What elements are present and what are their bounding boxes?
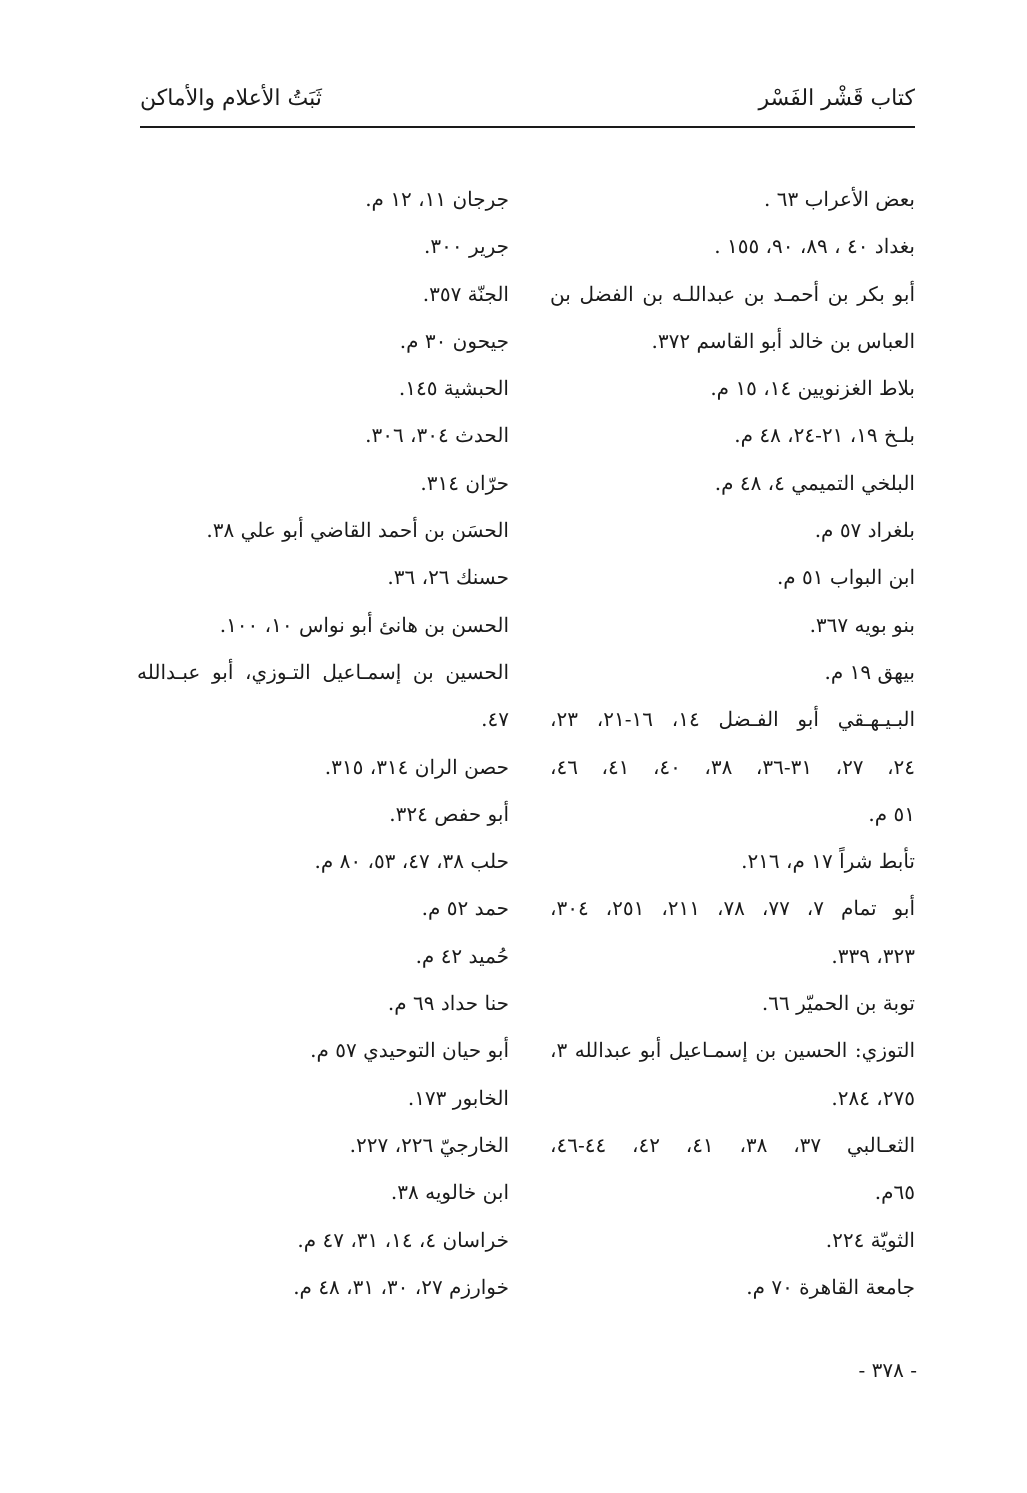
index-entry-continuation: ٣٢٣، ٣٣٩. <box>831 943 915 968</box>
index-entry: حُميد ٤٢ م. <box>415 943 509 968</box>
index-column-right <box>550 180 915 1315</box>
index-entry: جيحون ٣٠ م. <box>399 328 509 353</box>
index-entry: الحبشية ١٤٥. <box>398 376 509 401</box>
index-entry: أبو تمام ٧، ٧٧، ٧٨، ٢١١، ٢٥١، ٣٠٤، <box>550 896 915 921</box>
index-entry: توبة بن الحميّر ٦٦. <box>761 991 915 1016</box>
index-entry: بغداد ٤٠ ، ٨٩، ٩٠، ١٥٥ . <box>714 234 915 259</box>
index-entry-continuation: ٢٤، ٢٧، ٣١-٣٦، ٣٨، ٤٠، ٤١، ٤٦، <box>550 754 916 779</box>
index-entry: خوارزم ٢٧، ٣٠، ٣١، ٤٨ م. <box>293 1274 509 1299</box>
index-entry: الحسَن بن أحمد القاضي أبو علي ٣٨. <box>206 518 509 543</box>
index-entry: الحسن بن هانئ أبو نواس ١٠، ١٠٠. <box>219 612 509 637</box>
index-entry: الخابور ١٧٣. <box>407 1085 509 1110</box>
book-title: كتاب قَشْر الفَسْر <box>758 86 915 111</box>
index-entry: ابن خالويه ٣٨. <box>390 1180 509 1205</box>
running-header <box>140 80 915 128</box>
index-entry: حصن الران ٣١٤، ٣١٥. <box>324 754 509 779</box>
index-entry-continuation: ٦٥م. <box>874 1180 915 1205</box>
index-entry: حنا حداد ٦٩ م. <box>387 991 509 1016</box>
index-entry: التوزي: الحسين بن إسمـاعيل أبو عبدالله ٣، <box>550 1038 915 1063</box>
index-entry: بيهق ١٩ م. <box>824 659 915 684</box>
index-entry: بلاط الغزنويين ١٤، ١٥ م. <box>710 376 915 401</box>
index-entry: أبو بكر بن أحمـد بن عبداللـه بن الفضل بن <box>550 281 915 306</box>
index-entry-continuation: ٥١ م. <box>868 801 915 826</box>
section-title: ثَبَتُ الأعلام والأماكن <box>140 86 322 111</box>
index-entry: حلب ٣٨، ٤٧، ٥٣، ٨٠ م. <box>314 849 509 874</box>
index-entry: الحسين بن إسمـاعيل التـوزي، أبو عبـدالله <box>137 659 509 684</box>
index-entry: جرجان ١١، ١٢ م. <box>365 187 509 211</box>
index-entry: البـيـهـقي أبو الفـضل ١٤، ١٦-٢١، ٢٣، <box>550 707 916 732</box>
index-entry: الخارجيّ ٢٢٦، ٢٢٧. <box>349 1132 509 1157</box>
page-number: - ٣٧٨ - <box>858 1358 917 1382</box>
index-entry: ابن البواب ٥١ م. <box>776 565 915 590</box>
index-column-left <box>137 180 509 1315</box>
index-entry: البلخي التميمي ٤، ٤٨ م. <box>714 470 915 495</box>
index-entry: أبو حيان التوحيدي ٥٧ م. <box>310 1038 509 1063</box>
index-entry: حرّان ٣١٤. <box>420 470 509 495</box>
index-entry-continuation: ٢٧٥، ٢٨٤. <box>831 1085 915 1110</box>
index-entry-continuation: العباس بن خالد أبو القاسم ٣٧٢. <box>651 328 915 353</box>
index-entry: بلـخ ١٩، ٢١-٢٤، ٤٨ م. <box>734 423 915 448</box>
index-entry: الحدث ٣٠٤، ٣٠٦. <box>365 423 509 448</box>
index-entry: حسنك ٢٦، ٣٦. <box>387 565 509 590</box>
index-entry: حمد ٥٢ م. <box>421 896 509 921</box>
index-entry-continuation: ٤٧. <box>481 707 509 732</box>
index-entry: الجنّة ٣٥٧. <box>422 281 509 306</box>
index-entry: بعض الأعراب ٦٣ . <box>764 187 915 211</box>
index-entry: أبو حفص ٣٢٤. <box>389 801 509 826</box>
index-entry: بنو بويه ٣٦٧. <box>809 612 915 637</box>
index-entry: تأبط شراً ١٧ م، ٢١٦. <box>741 849 915 874</box>
index-entry: بلغراد ٥٧ م. <box>814 518 915 543</box>
index-entry: خراسان ٤، ١٤، ٣١، ٤٧ م. <box>297 1227 509 1252</box>
index-entry: الثعـالبي ٣٧، ٣٨، ٤١، ٤٢، ٤٤-٤٦، <box>550 1132 916 1157</box>
index-entry: جامعة القاهرة ٧٠ م. <box>746 1274 915 1299</box>
index-entry: جرير ٣٠٠. <box>424 234 509 259</box>
index-entry: الثويّة ٢٢٤. <box>825 1227 915 1252</box>
